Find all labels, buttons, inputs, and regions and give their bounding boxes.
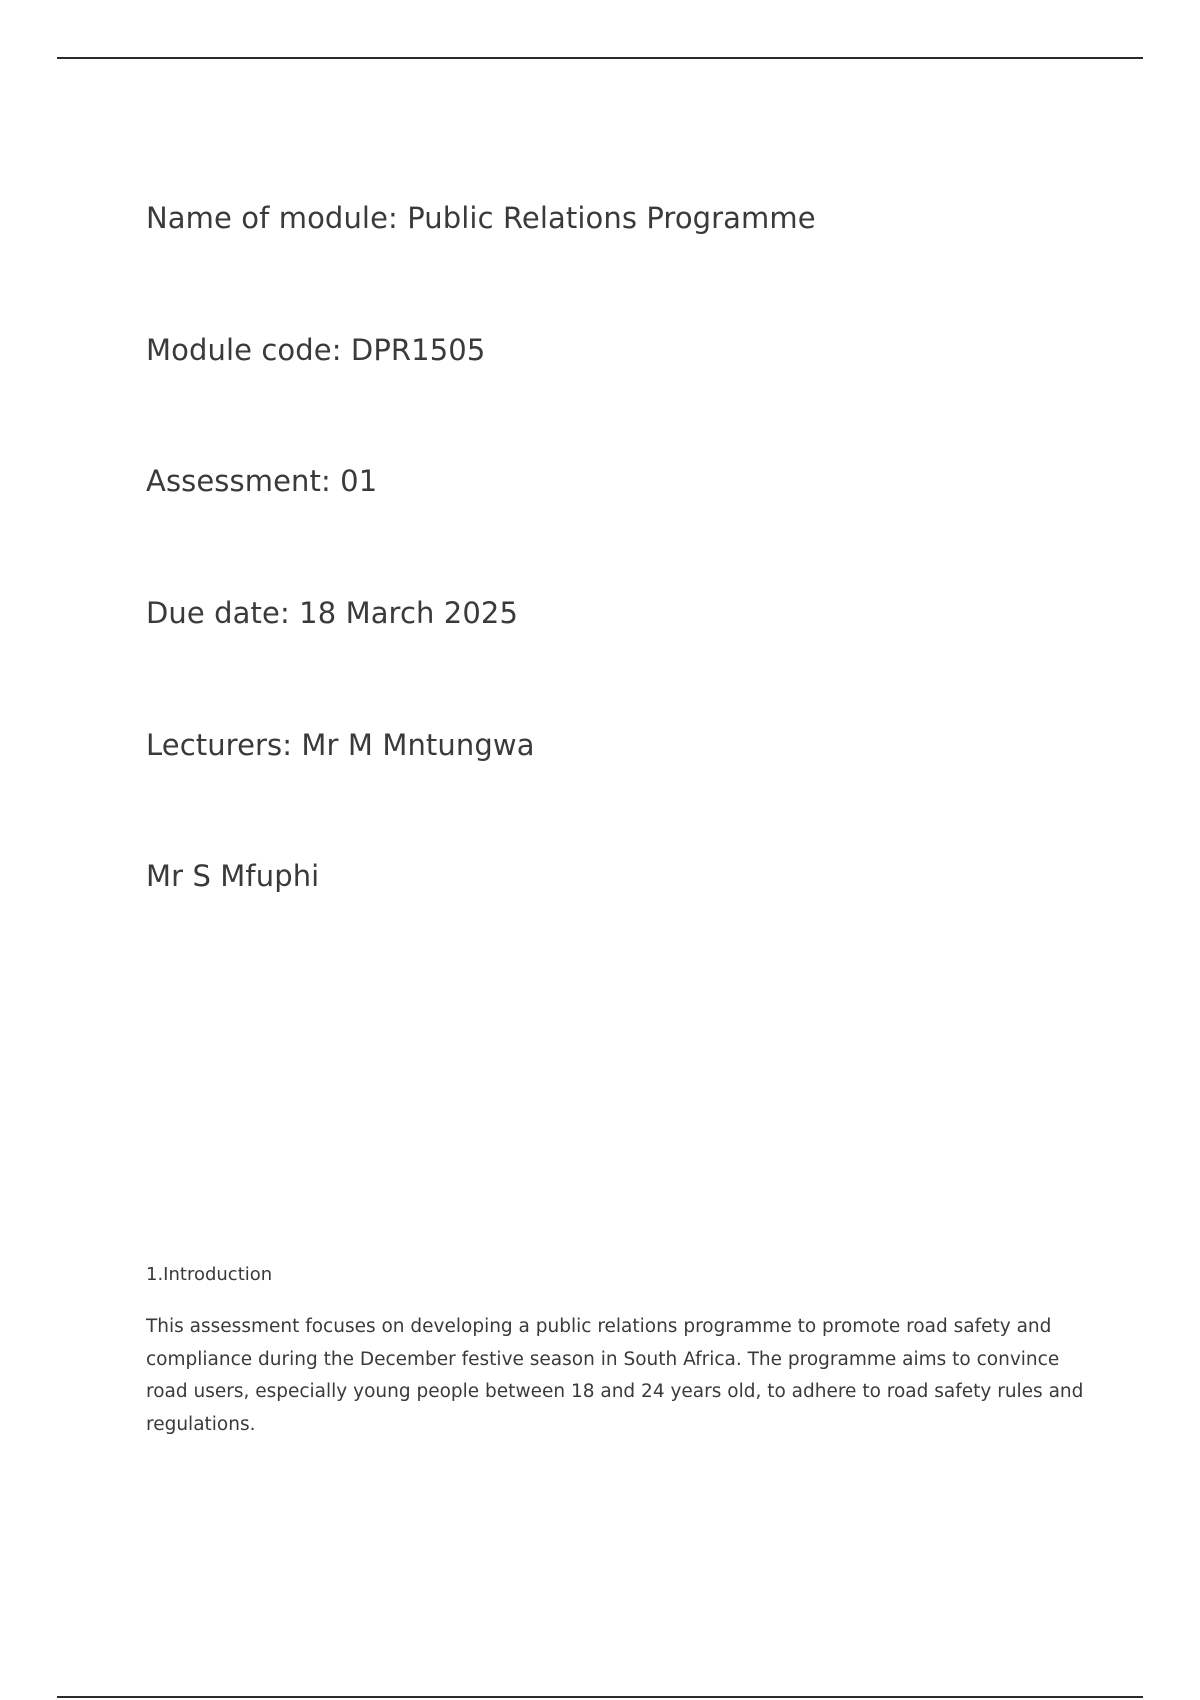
module-name: Name of module: Public Relations Programme [146,201,816,235]
second-lecturer: Mr S Mfuphi [146,859,320,893]
introduction-paragraph: This assessment focuses on developing a public relations programme to promote road safety and compliance during the December festive season in South Africa. The programme aims to convince road users, especially young people between 18 and 24 years old, to adhere to road safety rules and regulations. [146,1316,1084,1435]
top-divider [57,57,1143,59]
due-date: Due date: 18 March 2025 [146,596,518,630]
introduction-heading: 1.Introduction [146,1264,273,1285]
bottom-divider [57,1696,1143,1698]
assessment-number: Assessment: 01 [146,464,378,498]
lecturers: Lecturers: Mr M Mntungwa [146,728,535,762]
module-code: Module code: DPR1505 [146,333,486,367]
